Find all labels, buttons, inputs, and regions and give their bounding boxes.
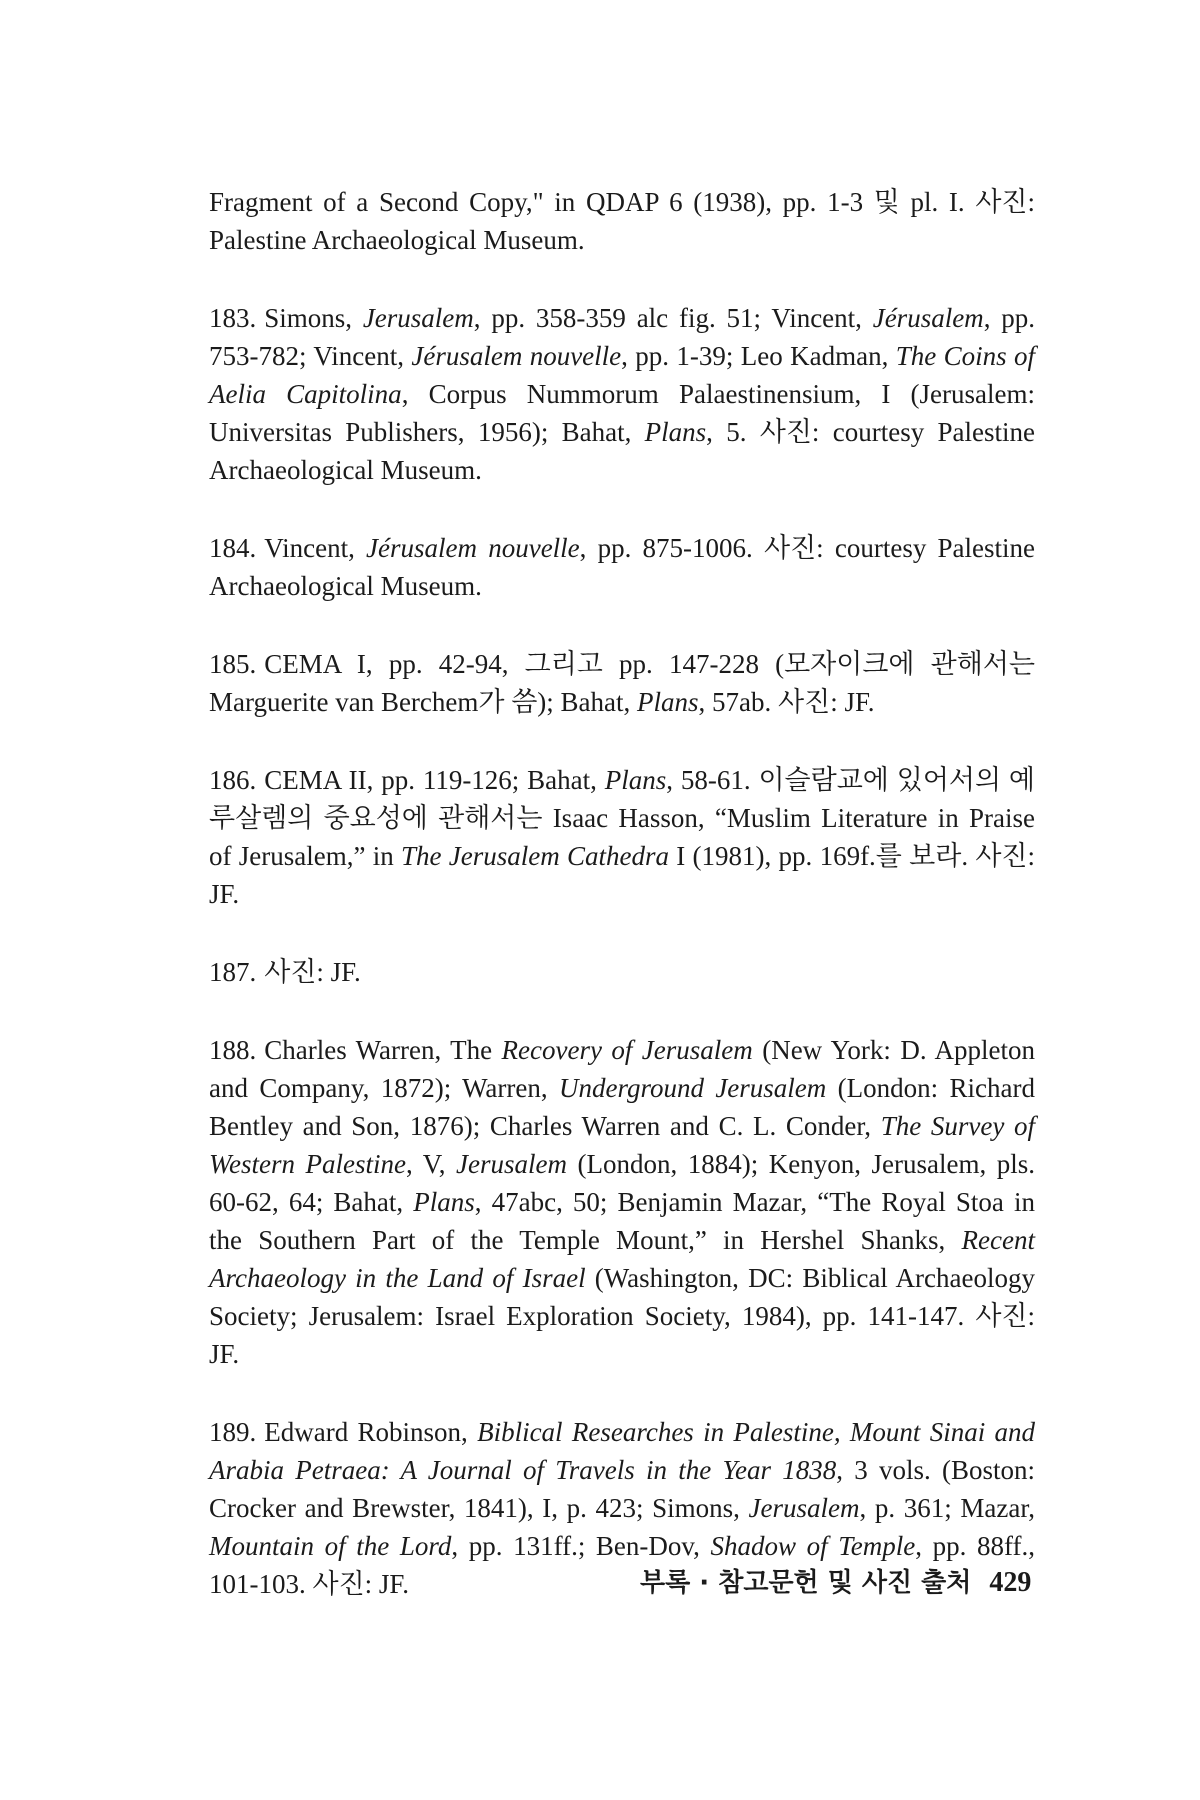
note-text: CEMA I, pp. 42-94, 그리고 pp. 147-228 (모자이크에 관해서는 Marguerite van Berchem가 씀); Bahat,: [209, 649, 1035, 717]
italic-title: Plans: [604, 765, 667, 795]
note-text: , 47abc, 50; Benjamin Mazar, “The Royal Stoa in the Southern Part of the Temple Mount,” in Hershel Shanks,: [209, 1187, 1035, 1255]
note-187: [209, 953, 1035, 991]
note-text: , pp. 88ff., 101-103. 사진: JF.: [209, 1531, 1036, 1599]
italic-title: Jerusalem: [748, 1493, 860, 1523]
italic-title: Plans: [413, 1187, 475, 1217]
note-continuation: [209, 183, 1035, 259]
note-number: 189.: [209, 1417, 257, 1447]
italic-title: Jerusalem: [362, 303, 474, 333]
italic-title: Shadow of Temple: [710, 1531, 916, 1561]
running-footer: [640, 1562, 1031, 1599]
note-text: , pp. 131ff.; Ben-Dov,: [451, 1531, 711, 1561]
note-text: (London: Richard Bentley and Son, 1876); Charles Warren and C. L. Conder,: [209, 1073, 1035, 1141]
italic-title: Plans: [637, 687, 699, 717]
italic-title: Plans: [644, 417, 707, 447]
italic-title: Jérusalem: [872, 303, 984, 333]
note-text: , pp. 753-782; Vincent,: [209, 303, 1035, 371]
note-text: , 57ab. 사진: JF.: [698, 687, 875, 717]
note-text: , pp. 1-39; Leo Kadman,: [621, 341, 896, 371]
notes-list: [209, 183, 1035, 1643]
note-text: CEMA II, pp. 119-126; Bahat,: [264, 765, 605, 795]
note-number: 188.: [209, 1035, 257, 1065]
note-183: [209, 299, 1035, 489]
footer-section-title: 부록 · 참고문헌 및 사진 출처: [640, 1568, 972, 1598]
italic-title: Biblical Researches in Palestine, Mount Sinai and Arabia Petraea: A Journal of Travels in the Year 1838: [209, 1417, 1035, 1485]
italic-title: Jérusalem nouvelle: [411, 341, 622, 371]
italic-title: The Survey of Western Palestine: [209, 1111, 1035, 1179]
note-text: , 5. 사진: courtesy Palestine Archaeological Museum.: [209, 417, 1035, 485]
note-text: Simons,: [264, 303, 363, 333]
italic-title: Recent Archaeology in the Land of Israel: [209, 1225, 1035, 1293]
italic-title: Jérusalem nouvelle: [366, 533, 580, 563]
note-188: [209, 1031, 1035, 1373]
note-184: [209, 529, 1035, 605]
italic-title: The Jerusalem Cathedra: [401, 841, 670, 871]
note-text: , pp. 358-359 alc fig. 51; Vincent,: [473, 303, 873, 333]
note-text: Vincent,: [264, 533, 367, 563]
note-text: , 3 vols. (Boston: Crocker and Brewster, 1841), I, p. 423; Simons,: [209, 1455, 1035, 1523]
italic-title: The Coins of Aelia Capitolina: [209, 341, 1035, 409]
page-number: 429: [989, 1567, 1032, 1598]
note-text: , V,: [405, 1149, 457, 1179]
note-text: 사진: JF.: [264, 957, 361, 987]
note-number: 183.: [209, 303, 257, 333]
italic-title: Mountain of the Lord: [209, 1531, 452, 1561]
note-text: (Washington, DC: Biblical Archaeology Society; Jerusalem: Israel Exploration Society, 1984), pp. 141-147. 사진: JF.: [209, 1263, 1035, 1369]
note-number: 186.: [209, 765, 257, 795]
note-185: [209, 645, 1035, 721]
note-text: (New York: D. Appleton and Company, 1872); Warren,: [209, 1035, 1035, 1103]
note-text: , pp. 875-1006. 사진: courtesy Palestine Archaeological Museum.: [209, 533, 1035, 601]
italic-title: Jerusalem: [456, 1149, 568, 1179]
note-text: Charles Warren, The: [264, 1035, 502, 1065]
note-number: 187.: [209, 957, 257, 987]
note-number: 184.: [209, 533, 257, 563]
note-text: Fragment of a Second Copy," in QDAP 6 (1938), pp. 1-3 및 pl. I. 사진: Palestine Archaeological Museum.: [209, 187, 1035, 255]
note-text: Edward Robinson,: [264, 1417, 478, 1447]
note-text: I (1981), pp. 169f.를 보라. 사진: JF.: [209, 841, 1036, 909]
note-number: 185.: [209, 649, 257, 679]
note-text: (London, 1884); Kenyon, Jerusalem, pls. 60-62, 64; Bahat,: [209, 1149, 1036, 1217]
note-text: , Corpus Nummorum Palaestinensium, I (Jerusalem: Universitas Publishers, 1956); Bahat,: [209, 379, 1036, 447]
italic-title: Underground Jerusalem: [558, 1073, 827, 1103]
note-text: , p. 361; Mazar,: [859, 1493, 1035, 1523]
note-text: , 58-61. 이슬람교에 있어서의 예루살렘의 중요성에 관해서는 Isaac Hasson, “Muslim Literature in Praise of Jerusalem,” in: [209, 765, 1036, 871]
note-186: [209, 761, 1035, 913]
italic-title: Recovery of Jerusalem: [501, 1035, 753, 1065]
